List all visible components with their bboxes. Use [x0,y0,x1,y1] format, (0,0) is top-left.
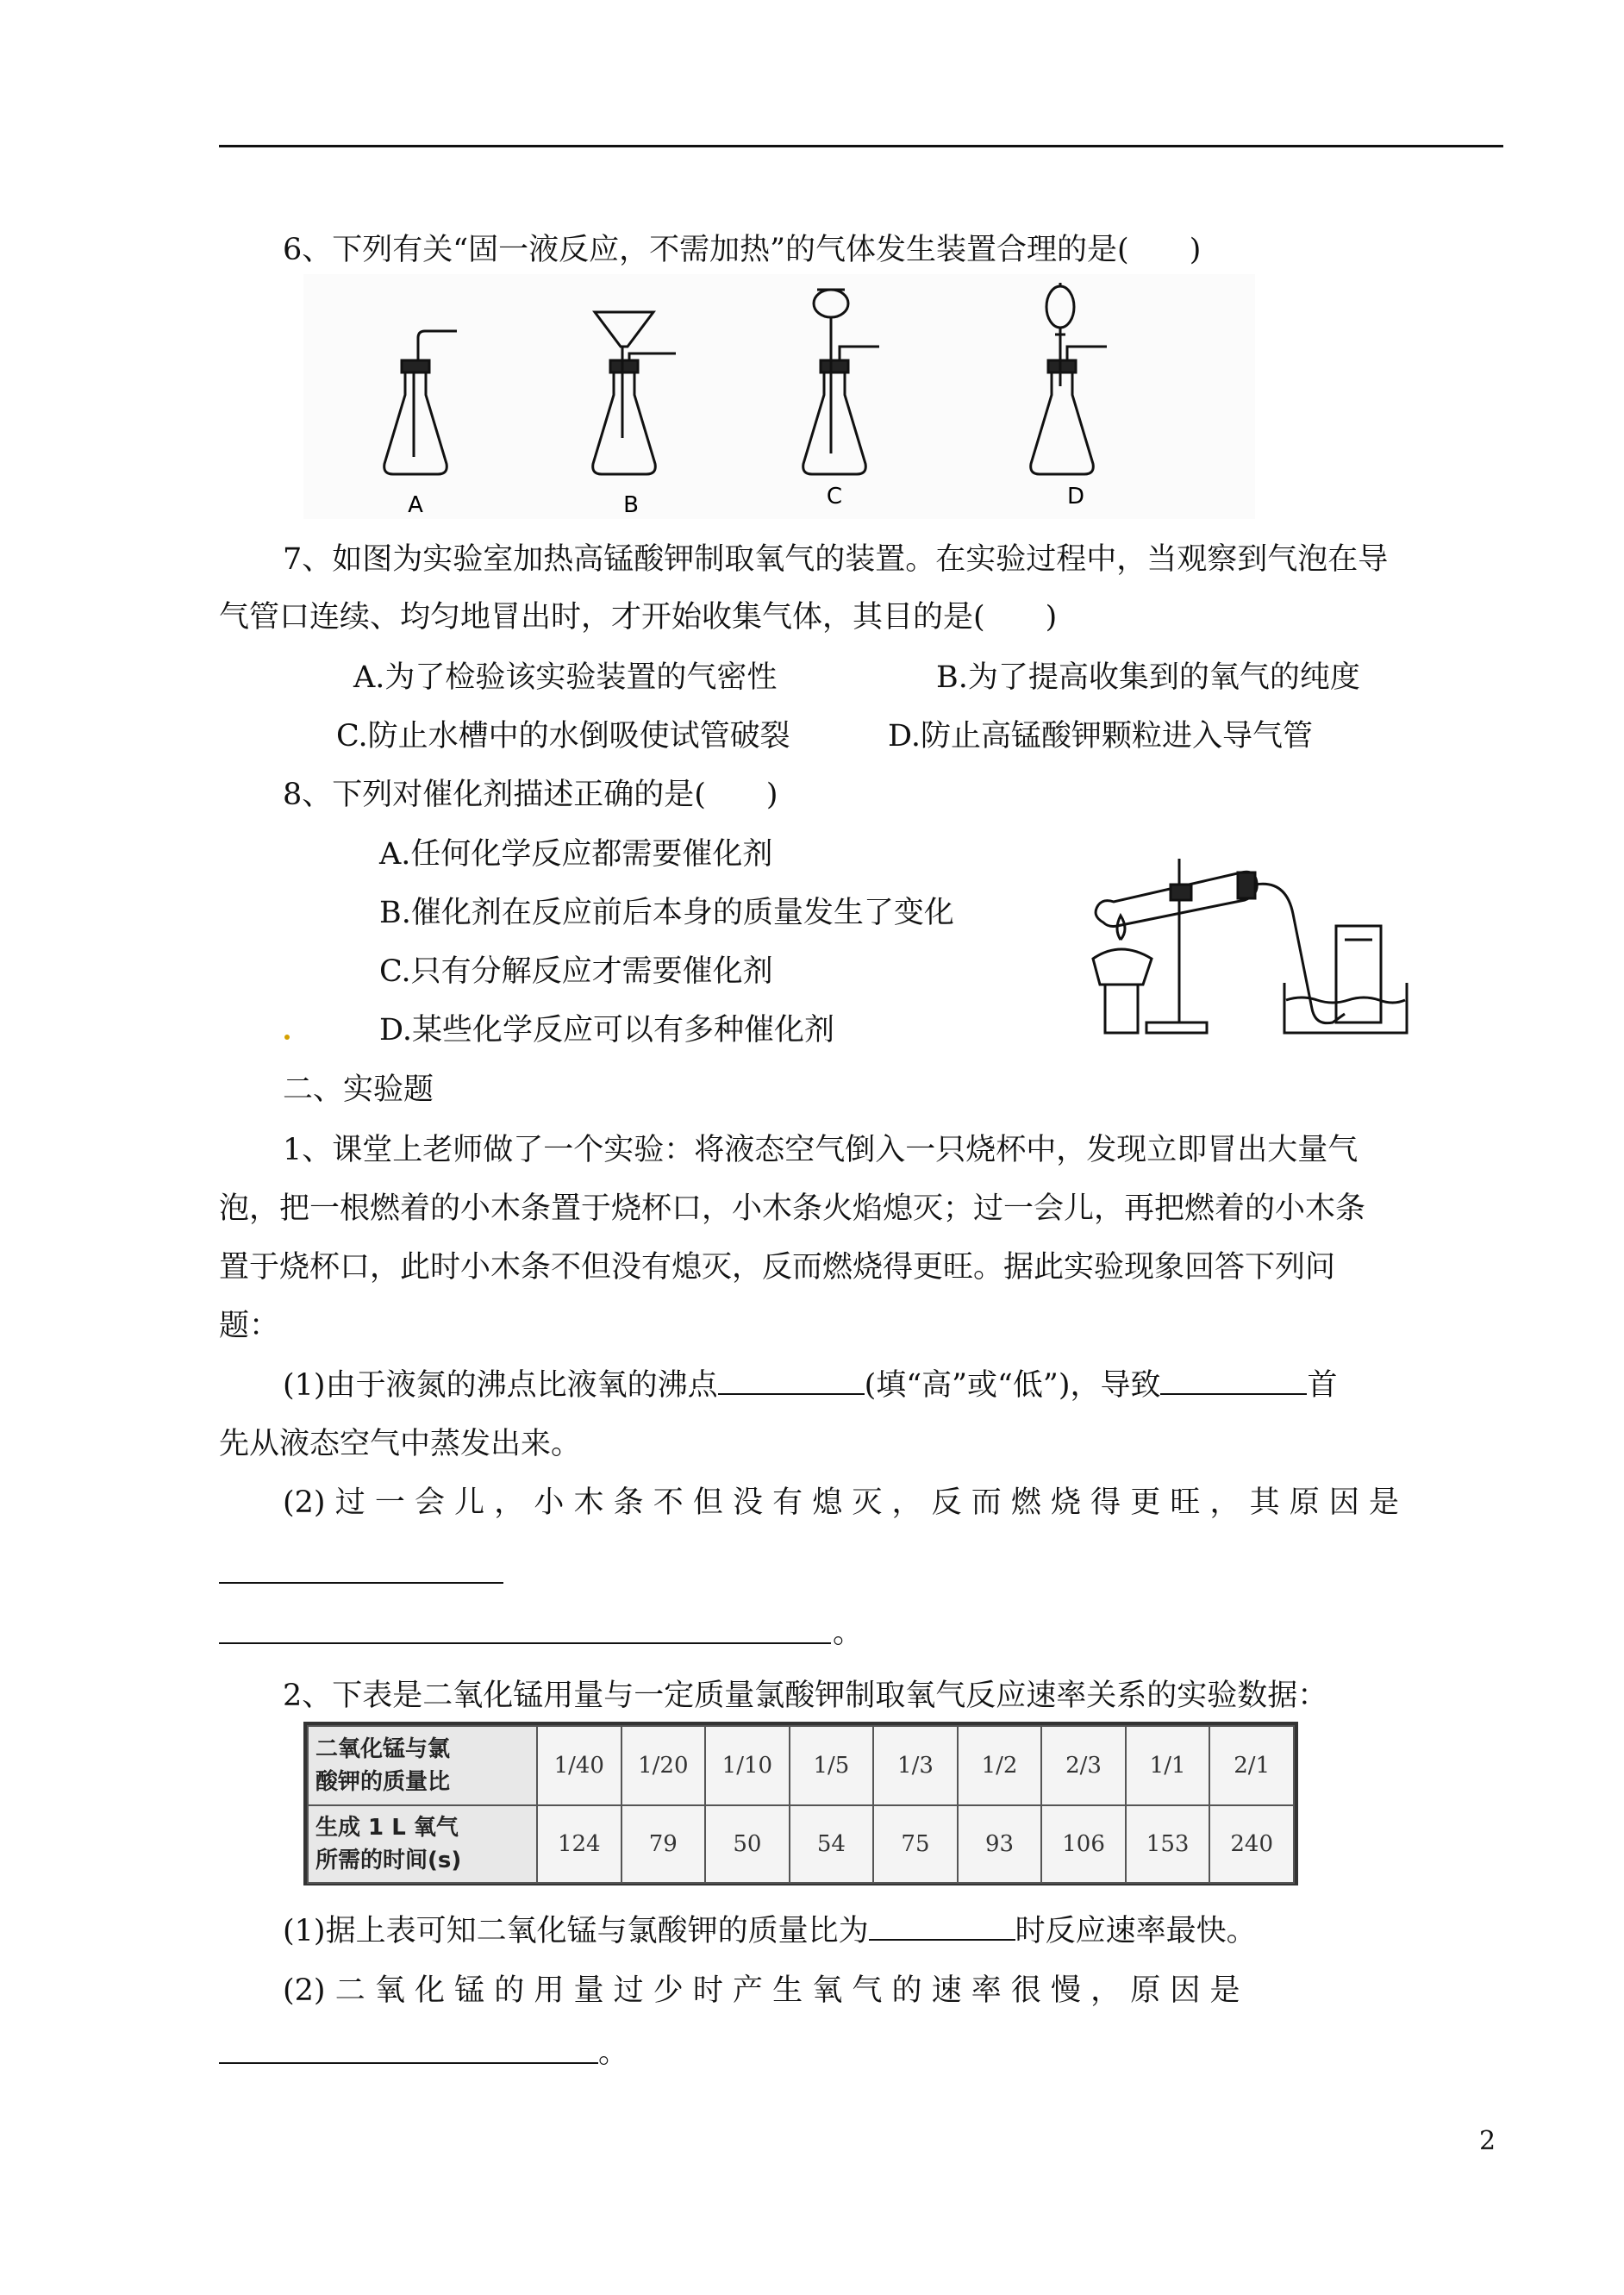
answer-blank-2[interactable] [1160,1367,1307,1395]
answer-blank-1[interactable] [718,1367,865,1395]
exp1-part1-line1 [283,1365,1338,1406]
exp1-line1: 1、课堂上老师做了一个实验：将液态空气倒入一只烧杯中，发现立即冒出大量气 [283,1133,1359,1167]
page-number: 2 [1479,2126,1496,2156]
answer-blank-3[interactable] [219,1582,503,1584]
option-c-label: C [826,484,843,510]
exp1-part1-text-b: (填“高”或“低”)，导致 [864,1368,1161,1403]
table-cell: 1/10 [705,1726,790,1805]
time-header: 生成 1 L 氧气 所需的时间(s) [308,1805,537,1883]
q7-option-c: C.防止水槽中的水倒吸使试管破裂 [336,719,790,754]
option-a-label: A [408,492,423,518]
exp2-part2: (2) 二 氧 化 锰 的 用 量 过 少 时 产 生 氧 气 的 速 率 很 慢 ， 原 因 是 [283,1973,1240,2008]
stray-mark [284,1035,290,1040]
q6-apparatus-figure [303,274,1255,519]
table-cell: 1/20 [621,1726,706,1805]
exp2-part2-end: 。 [598,2035,629,2070]
header-rule [219,145,1503,147]
table-cell: 124 [537,1805,621,1883]
q7-option-b: B.为了提高收集到的氧气的纯度 [936,660,1360,695]
table-cell: 1/1 [1126,1726,1210,1805]
table-cell: 2/1 [1209,1726,1294,1805]
q7-line2: 气管口连续、均匀地冒出时，才开始收集气体，其目的是( ) [219,600,1058,635]
q8-text: 8、下列对催化剂描述正确的是( ) [283,778,778,812]
exp1-part2-end: 。 [833,1616,864,1650]
answer-blank-6[interactable] [219,2062,598,2064]
option-b-label: B [623,492,639,518]
data-table-frame [303,1722,1298,1885]
exp2-part1-text-b: 时反应速率最快。 [1015,1914,1257,1948]
exp1-line3: 置于烧杯口，此时小木条不但没有熄灭，反而燃烧得更旺。据此实验现象回答下列问 [219,1250,1336,1285]
table-cell: 93 [958,1805,1042,1883]
flask-c-icon [803,290,879,474]
table-cell: 153 [1126,1805,1210,1883]
table-cell: 106 [1041,1805,1126,1883]
flask-b-icon [593,312,676,474]
exp2-part1-text-a: (1)据上表可知二氧化锰与氯酸钾的质量比为 [283,1914,869,1948]
q7-option-a: A.为了检验该实验装置的气密性 [353,660,778,695]
table-cell: 75 [873,1805,958,1883]
oxygen-prep-apparatus-figure [1086,854,1414,1041]
table-cell: 1/3 [873,1726,958,1805]
mno2-data-table [307,1725,1295,1884]
flask-d-icon [1031,283,1107,474]
q8-option-b: B.催化剂在反应前后本身的质量发生了变化 [379,896,954,930]
exp1-part1-text-a: (1)由于液氮的沸点比液氧的沸点 [283,1368,718,1403]
q8-option-c: C.只有分解反应才需要催化剂 [379,954,773,989]
table-cell: 50 [705,1805,790,1883]
time-row [308,1805,1294,1883]
table-cell: 240 [1209,1805,1294,1883]
exp1-part1-line2: 先从液态空气中蒸发出来。 [219,1427,582,1461]
section2-title: 二、实验题 [283,1072,434,1107]
q8-option-a: A.任何化学反应都需要催化剂 [379,837,773,872]
exp2-part1 [283,1910,1257,1952]
table-cell: 2/3 [1041,1726,1126,1805]
option-d-label: D [1066,484,1085,510]
exp1-line4: 题： [219,1309,280,1343]
table-cell: 79 [621,1805,706,1883]
exp2-text: 2、下表是二氧化锰用量与一定质量氯酸钾制取氧气反应速率关系的实验数据： [283,1679,1328,1713]
ratio-header: 二氧化锰与氯 酸钾的质量比 [308,1726,537,1805]
flask-a-icon [384,331,457,474]
ratio-row [308,1726,1294,1805]
table-cell: 54 [790,1805,874,1883]
exp1-part1-text-c: 首 [1307,1368,1338,1403]
table-cell: 1/5 [790,1726,874,1805]
table-cell: 1/40 [537,1726,621,1805]
table-cell: 1/2 [958,1726,1042,1805]
q7-option-d: D.防止高锰酸钾颗粒进入导气管 [888,719,1313,754]
exp1-line2: 泡，把一根燃着的小木条置于烧杯口，小木条火焰熄灭；过一会儿，再把燃着的小木条 [219,1191,1366,1226]
q7-line1: 7、如图为实验室加热高锰酸钾制取氧气的装置。在实验过程中，当观察到气泡在导 [283,542,1389,577]
q8-option-d: D.某些化学反应可以有多种催化剂 [379,1013,834,1047]
exp1-part2: (2) 过 一 会 儿 ， 小 木 条 不 但 没 有 熄 灭 ， 反 而 燃 烧 得 更 旺 ， 其 原 因 是 [283,1485,1399,1520]
answer-blank-5[interactable] [869,1913,1015,1941]
q6-text: 6、下列有关“固一液反应，不需加热”的气体发生装置合理的是( ) [283,233,1202,267]
answer-blank-4[interactable] [219,1642,831,1644]
